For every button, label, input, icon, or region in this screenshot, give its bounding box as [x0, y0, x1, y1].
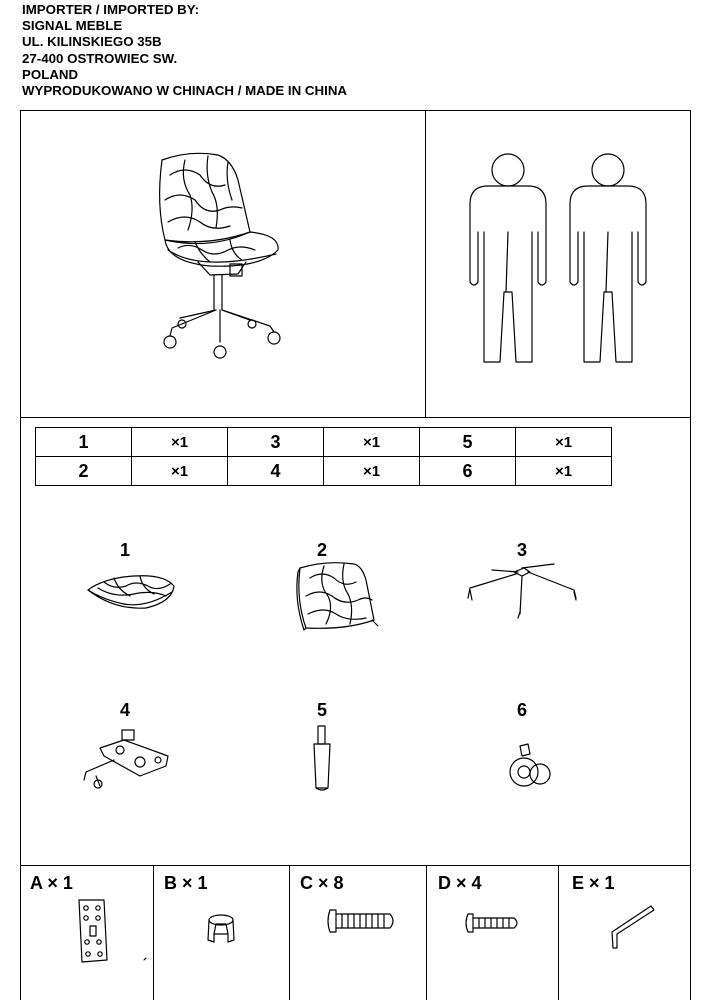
- divider: [20, 417, 691, 418]
- hardware-label: C × 8: [300, 873, 344, 893]
- part-label: 1: [119, 540, 130, 560]
- header-line: 27-400 OSTROWIEC SW.: [22, 50, 178, 66]
- divider: [153, 865, 154, 1000]
- hardware-label: E × 1: [572, 873, 615, 893]
- part-number: 2: [36, 457, 132, 486]
- allen-key-icon: [605, 904, 657, 952]
- office-chair-icon: [150, 150, 290, 365]
- part-label: 4: [119, 700, 130, 720]
- part-number: 4: [228, 457, 324, 486]
- short-bolt-icon: [464, 910, 522, 936]
- part-label: 5: [316, 700, 327, 720]
- part-quantity: ×1: [132, 428, 228, 457]
- header-line: POLAND: [22, 66, 79, 82]
- part-label: 3: [516, 540, 527, 560]
- table-row: [36, 457, 612, 486]
- header-line: WYPRODUKOWANO W CHINACH / MADE IN CHINA: [22, 83, 348, 99]
- long-bolt-icon: [326, 906, 398, 936]
- hardware-label: B × 1: [164, 873, 208, 893]
- parts-table: [35, 427, 612, 486]
- part-number: 5: [420, 428, 516, 457]
- header-line: SIGNAL MEBLE: [22, 18, 123, 34]
- divider: [289, 865, 290, 1000]
- part-number: 6: [420, 457, 516, 486]
- part-number: 1: [36, 428, 132, 457]
- part-quantity: ×1: [324, 457, 420, 486]
- part-label: 6: [516, 700, 527, 720]
- seat-cushion-icon: [84, 572, 176, 612]
- tilt-mechanism-icon: [80, 726, 172, 790]
- two-persons-icon: [466, 152, 656, 367]
- part-quantity: ×1: [132, 457, 228, 486]
- divider: [20, 865, 691, 866]
- caster-wheel-icon: [504, 742, 554, 790]
- part-quantity: ×1: [324, 428, 420, 457]
- divider: [558, 865, 559, 1000]
- table-row: [36, 428, 612, 457]
- importer-info: [22, 2, 347, 99]
- mark-icon: [143, 956, 149, 962]
- header-line: UL. KILINSKIEGO 35B: [22, 34, 162, 50]
- hardware-label: D × 4: [438, 873, 482, 893]
- header-line: IMPORTER / IMPORTED BY:: [22, 2, 200, 17]
- cap-icon: [204, 912, 238, 946]
- part-number: 3: [228, 428, 324, 457]
- part-label: 2: [316, 540, 327, 560]
- bracket-plate-icon: [76, 898, 110, 964]
- hardware-label: A × 1: [30, 873, 73, 893]
- star-base-icon: [464, 562, 580, 620]
- gas-lift-icon: [310, 724, 334, 792]
- divider: [426, 865, 427, 1000]
- part-quantity: ×1: [516, 457, 612, 486]
- divider: [425, 110, 426, 417]
- part-quantity: ×1: [516, 428, 612, 457]
- backrest-icon: [296, 560, 380, 634]
